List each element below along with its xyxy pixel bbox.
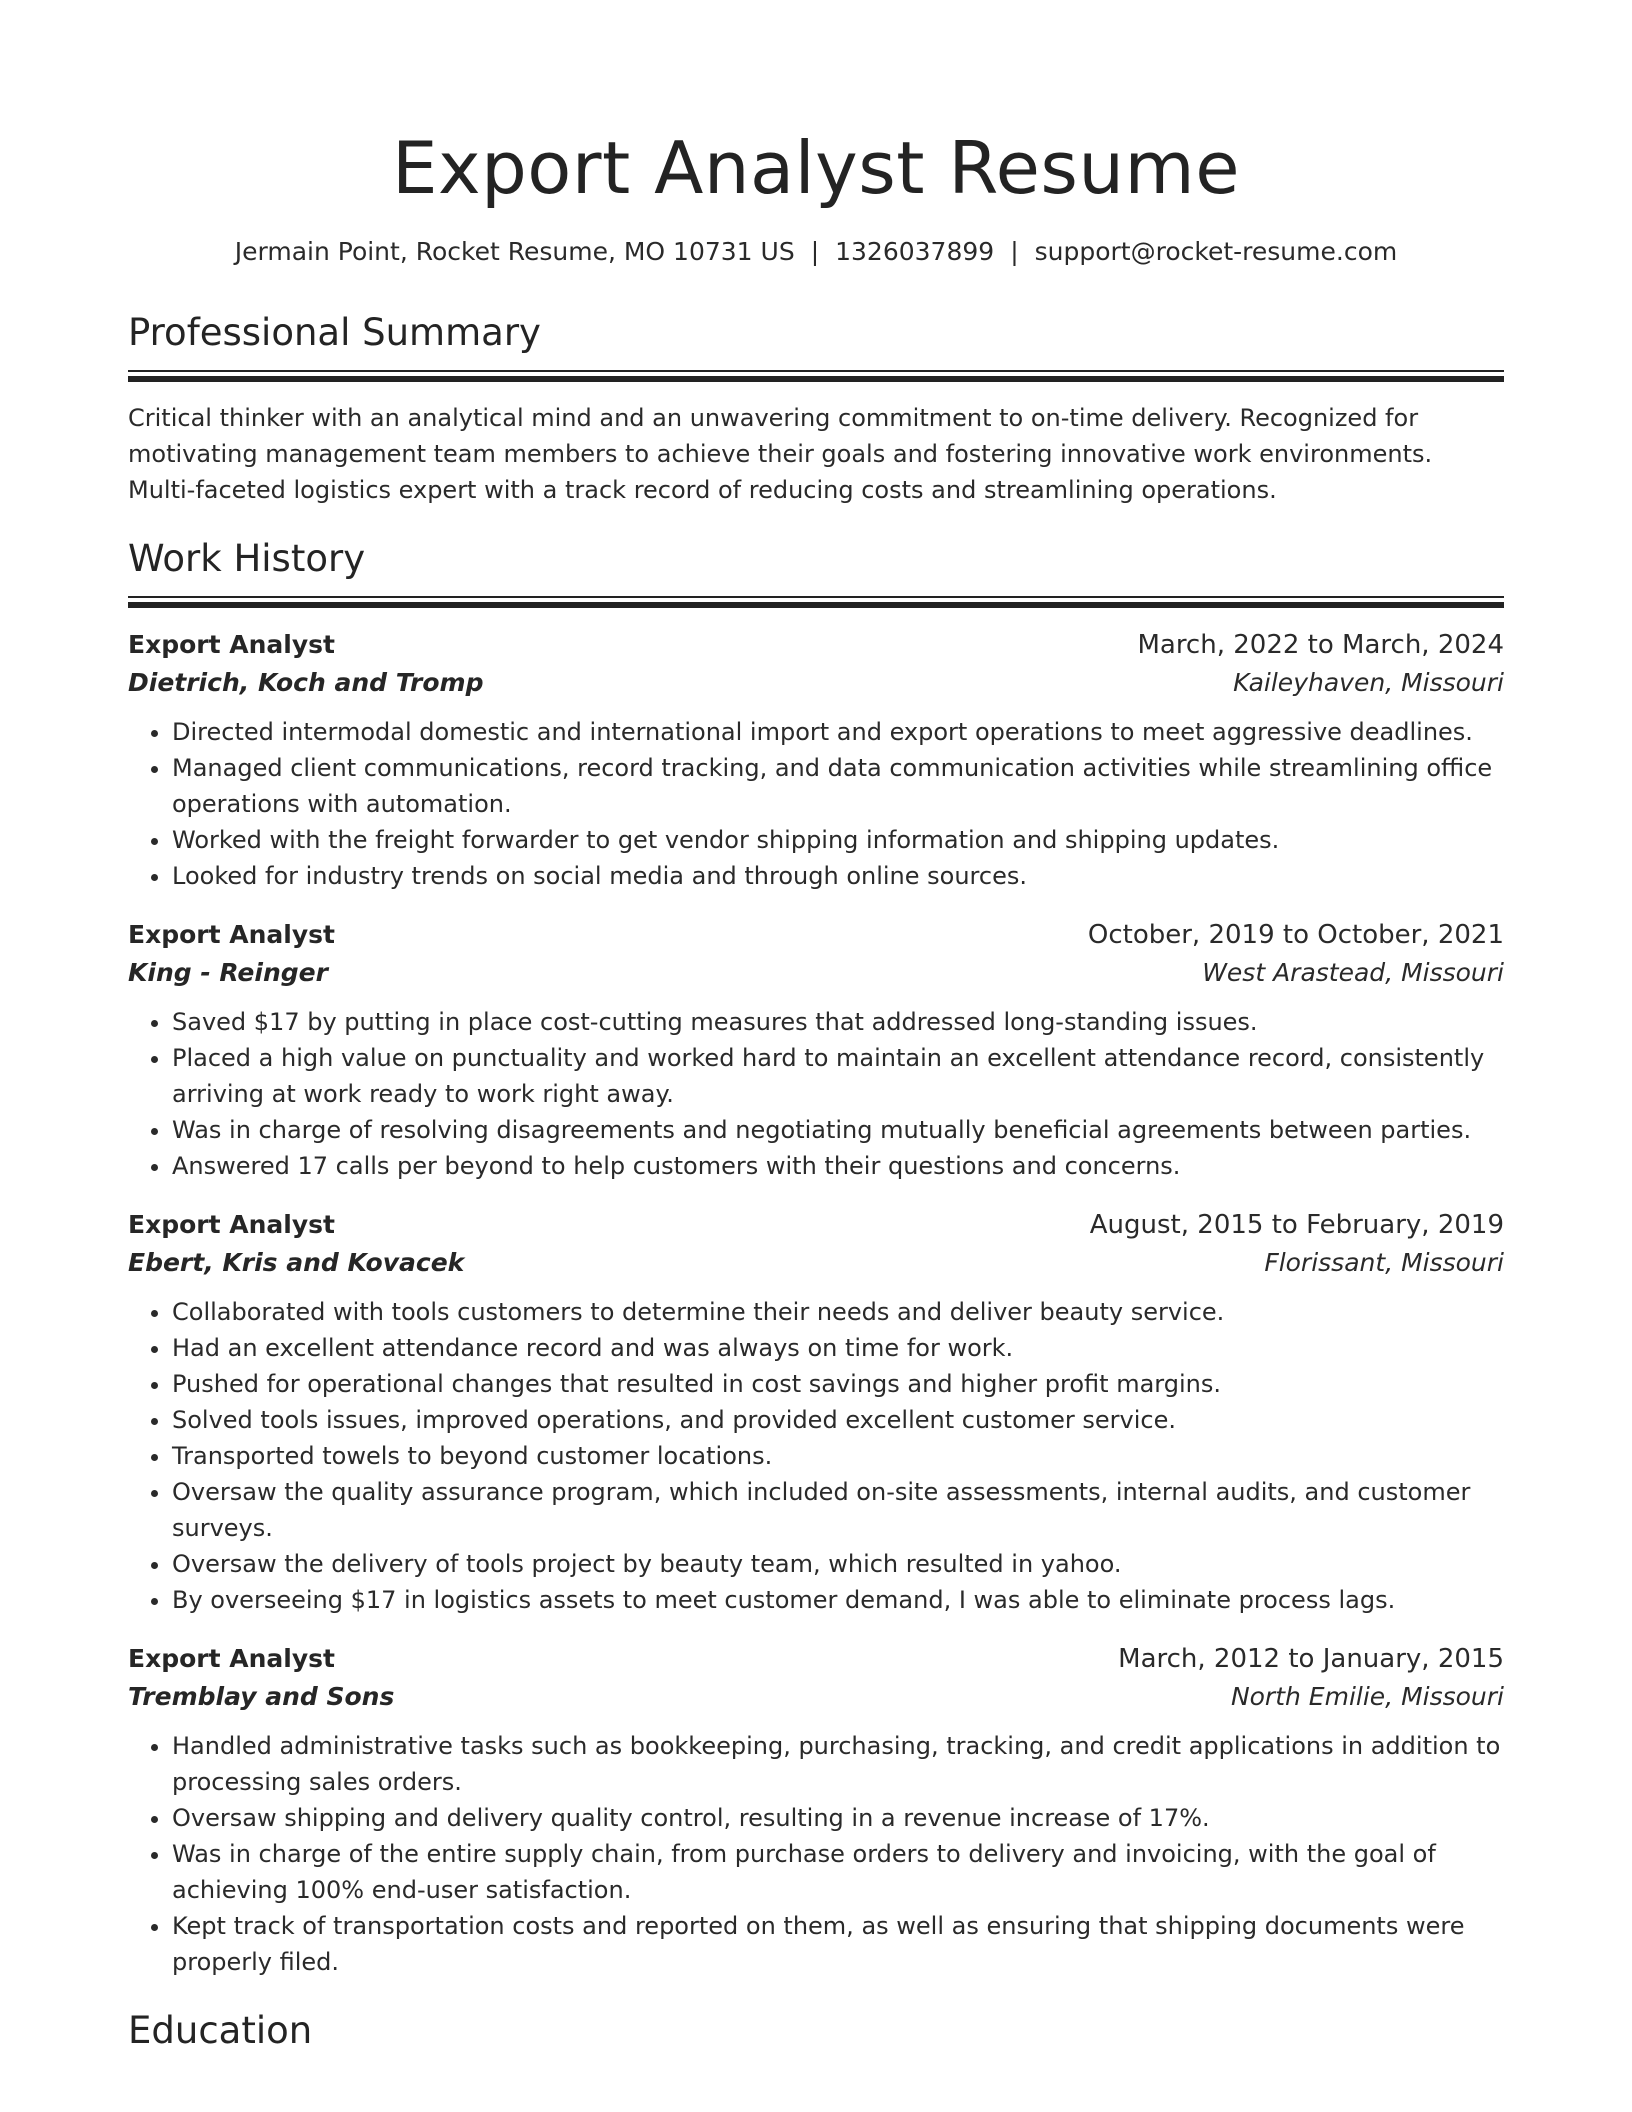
job-title: Export Analyst bbox=[128, 1210, 335, 1239]
resume-page bbox=[128, 118, 1504, 2056]
page-title: Export Analyst Resume bbox=[392, 126, 1240, 210]
job-bullet: • Oversaw shipping and delivery quality control, resulting in a revenue increase of 17%. bbox=[172, 1800, 1504, 1836]
job-location: Florissant, Missouri bbox=[1264, 1248, 1504, 1277]
job-bullets bbox=[128, 1004, 1504, 1184]
job-entry bbox=[128, 1640, 1504, 1980]
contact-line bbox=[128, 234, 1504, 270]
job-company: King - Reinger bbox=[128, 958, 328, 987]
job-title: Export Analyst bbox=[128, 630, 335, 659]
job-entry bbox=[128, 626, 1504, 894]
job-entry bbox=[128, 916, 1504, 1184]
section-divider bbox=[128, 370, 1504, 380]
job-entry bbox=[128, 1206, 1504, 1618]
summary-heading: Professional Summary bbox=[128, 311, 541, 354]
job-bullet: • Answered 17 calls per beyond to help customers with their questions and concerns. bbox=[172, 1148, 1504, 1184]
job-dates: March, 2012 to January, 2015 bbox=[1118, 1644, 1504, 1674]
summary-text: Critical thinker with an analytical mind and an unwavering commitment to on-time delivery. Recognized for motivating management team members to achieve their goals and fostering innovative work environments. Multi-faceted logistics expert with a track record of reducing costs and streamlining operations. bbox=[128, 404, 1433, 504]
job-bullet: • Oversaw the delivery of tools project by beauty team, which resulted in yahoo. bbox=[172, 1546, 1504, 1582]
job-company-row bbox=[128, 954, 1504, 992]
job-bullet: • Pushed for operational changes that resulted in cost savings and higher profit margins. bbox=[172, 1366, 1504, 1402]
job-header-row bbox=[128, 1640, 1504, 1678]
job-company: Tremblay and Sons bbox=[128, 1682, 395, 1711]
job-bullet: • Worked with the freight forwarder to get vendor shipping information and shipping updates. bbox=[172, 822, 1504, 858]
job-header-row bbox=[128, 1206, 1504, 1244]
job-list bbox=[128, 626, 1504, 1980]
job-bullet: • Collaborated with tools customers to determine their needs and deliver beauty service. bbox=[172, 1294, 1504, 1330]
section-divider bbox=[128, 596, 1504, 606]
job-location: North Emilie, Missouri bbox=[1230, 1682, 1504, 1711]
job-bullet: • Placed a high value on punctuality and worked hard to maintain an excellent attendance record, consistently arriving at work ready to work right away. bbox=[172, 1040, 1504, 1112]
job-bullet: • Kept track of transportation costs and reported on them, as well as ensuring that shipping documents were properly filed. bbox=[172, 1908, 1504, 1980]
job-location: West Arastead, Missouri bbox=[1202, 958, 1504, 987]
job-bullet: • Oversaw the quality assurance program, which included on-site assessments, internal audits, and customer surveys. bbox=[172, 1474, 1504, 1546]
contact-separator: | bbox=[810, 237, 820, 266]
job-company: Dietrich, Koch and Tromp bbox=[128, 668, 484, 697]
job-bullet: • Managed client communications, record tracking, and data communication activities while streamlining office operations with automation. bbox=[172, 750, 1504, 822]
education-section bbox=[128, 2006, 1504, 2056]
job-company-row bbox=[128, 1678, 1504, 1716]
job-bullet: • Directed intermodal domestic and international import and export operations to meet aggressive deadlines. bbox=[172, 714, 1504, 750]
contact-email: support@rocket-resume.com bbox=[1034, 237, 1398, 266]
job-bullets bbox=[128, 1294, 1504, 1618]
job-title: Export Analyst bbox=[128, 1644, 335, 1673]
job-bullet: • Was in charge of resolving disagreements and negotiating mutually beneficial agreements between parties. bbox=[172, 1112, 1504, 1148]
job-bullet: • Transported towels to beyond customer locations. bbox=[172, 1438, 1504, 1474]
job-bullet: • Was in charge of the entire supply chain, from purchase orders to delivery and invoicing, with the goal of achieving 100% end-user satisfaction. bbox=[172, 1836, 1504, 1908]
job-dates: August, 2015 to February, 2019 bbox=[1089, 1210, 1504, 1240]
contact-phone: 1326037899 bbox=[835, 237, 995, 266]
job-header-row bbox=[128, 916, 1504, 954]
job-bullets bbox=[128, 714, 1504, 894]
job-bullet: • Handled administrative tasks such as bookkeeping, purchasing, tracking, and credit applications in addition to processing sales orders. bbox=[172, 1728, 1504, 1800]
job-location: Kaileyhaven, Missouri bbox=[1233, 668, 1504, 697]
education-heading: Education bbox=[128, 2009, 313, 2052]
job-bullet: • Saved $17 by putting in place cost-cutting measures that addressed long-standing issues. bbox=[172, 1004, 1504, 1040]
contact-address: Jermain Point, Rocket Resume, MO 10731 US bbox=[234, 237, 795, 266]
job-bullet: • Looked for industry trends on social media and through online sources. bbox=[172, 858, 1504, 894]
job-bullet: • Had an excellent attendance record and was always on time for work. bbox=[172, 1330, 1504, 1366]
contact-separator: | bbox=[1010, 237, 1019, 266]
job-dates: October, 2019 to October, 2021 bbox=[1087, 920, 1504, 950]
job-header-row bbox=[128, 626, 1504, 664]
job-company-row bbox=[128, 1244, 1504, 1282]
job-company: Ebert, Kris and Kovacek bbox=[128, 1248, 465, 1277]
job-bullet: • Solved tools issues, improved operations, and provided excellent customer service. bbox=[172, 1402, 1504, 1438]
summary-section bbox=[128, 308, 1504, 508]
job-company-row bbox=[128, 664, 1504, 702]
job-bullet: • By overseeing $17 in logistics assets to meet customer demand, I was able to eliminate process lags. bbox=[172, 1582, 1504, 1618]
job-dates: March, 2022 to March, 2024 bbox=[1137, 630, 1504, 660]
work-history-section bbox=[128, 534, 1504, 1980]
job-title: Export Analyst bbox=[128, 920, 335, 949]
job-bullets bbox=[128, 1728, 1504, 1980]
work-history-heading: Work History bbox=[128, 537, 366, 580]
